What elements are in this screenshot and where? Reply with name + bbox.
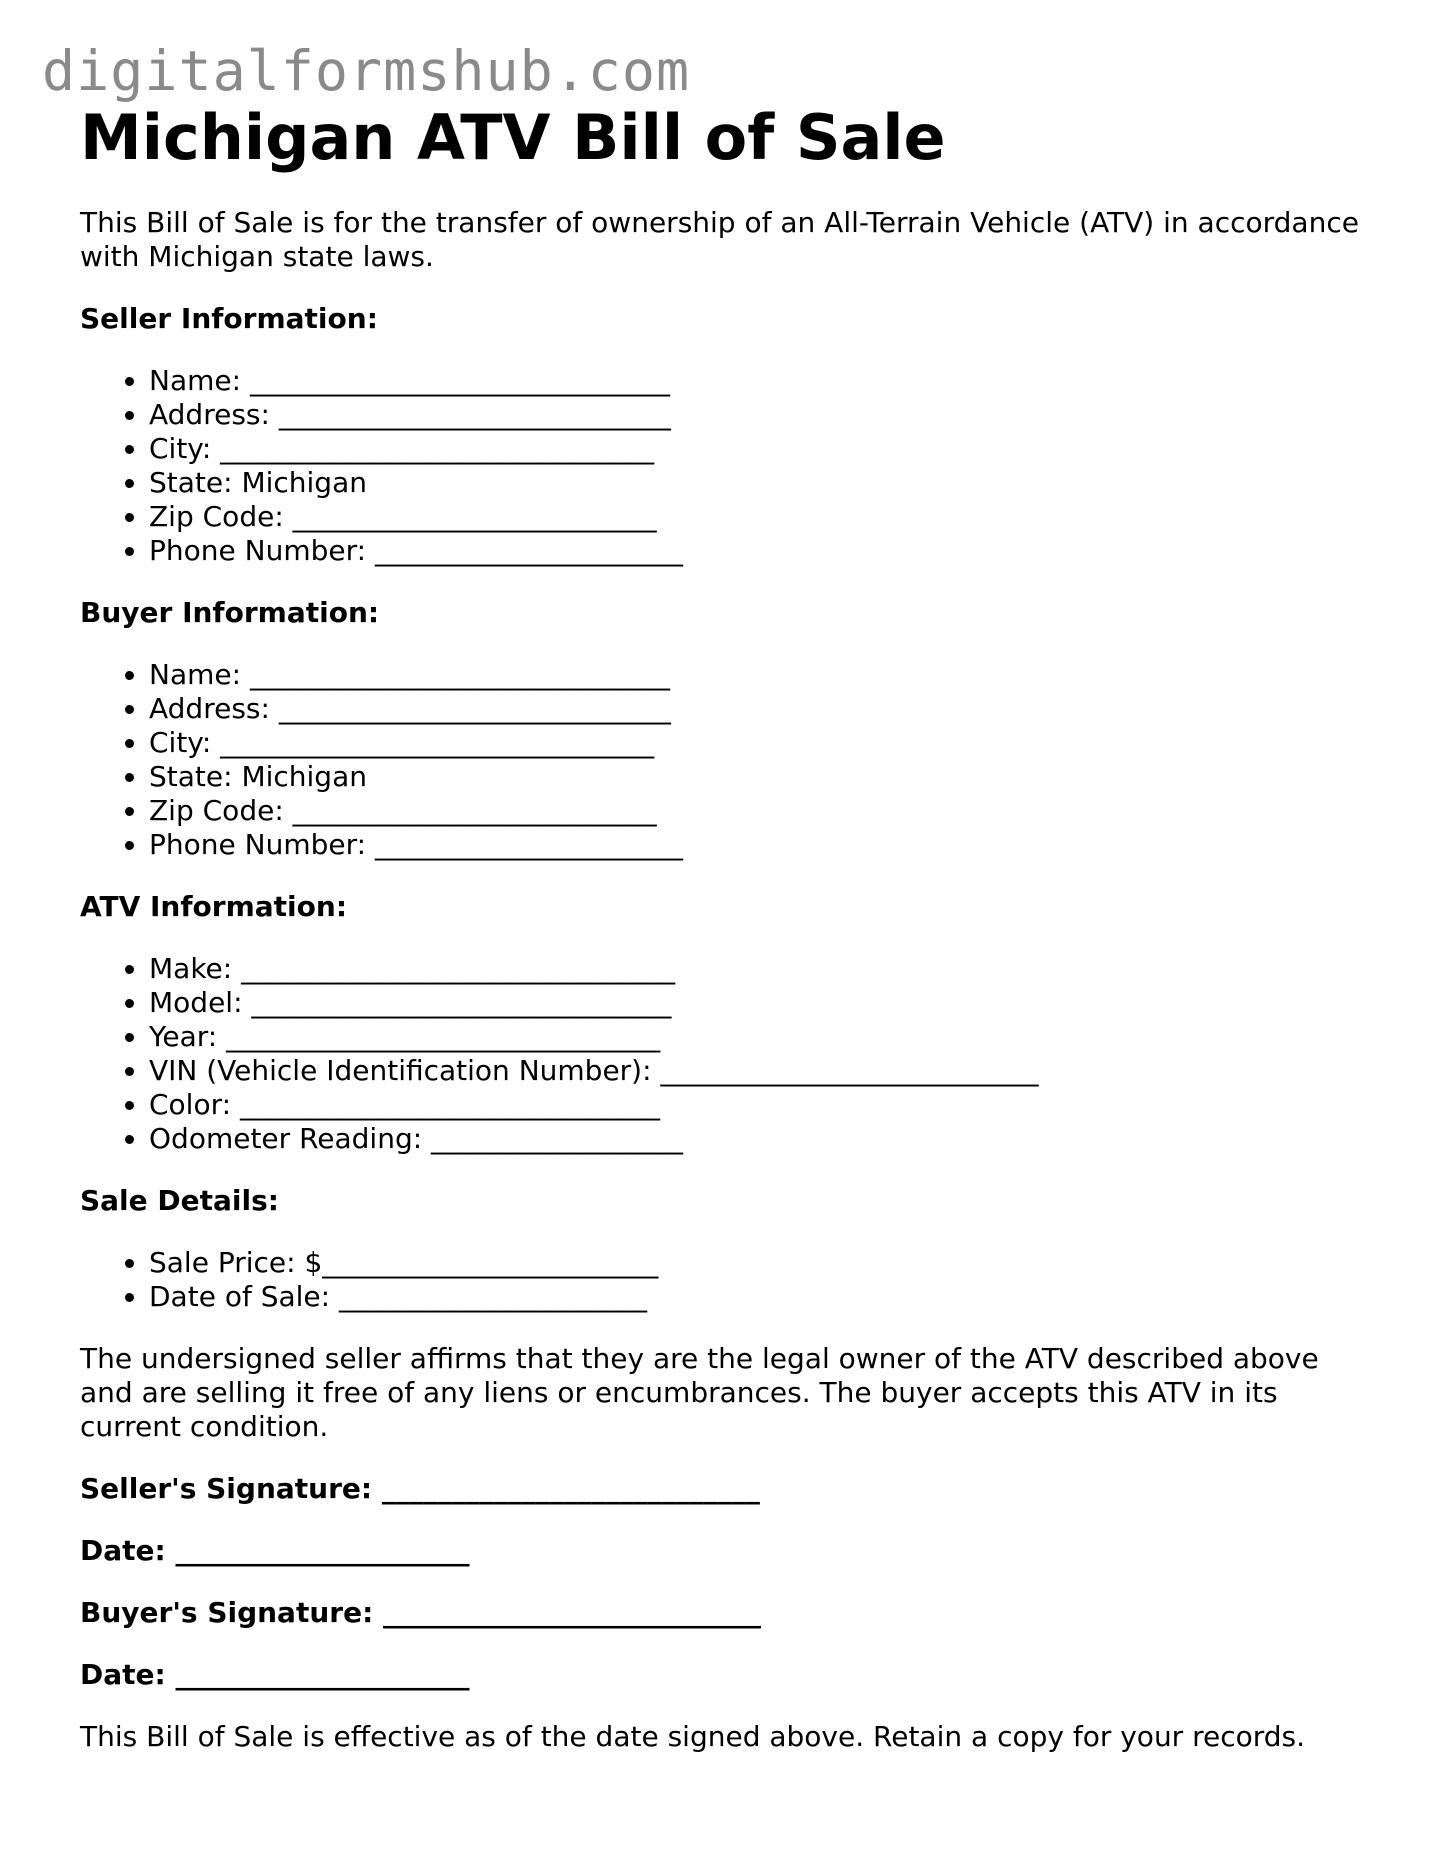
- seller-city-field: • City: _______________________________: [149, 432, 1370, 466]
- atv-odometer-field: • Odometer Reading: __________________: [149, 1122, 1370, 1156]
- seller-signature-line: Seller's Signature: ___________________________: [80, 1472, 760, 1505]
- seller-field-list: [80, 364, 1370, 568]
- buyer-field-list: [80, 658, 1370, 862]
- atv-make-field: • Make: _______________________________: [149, 952, 1370, 986]
- sale-section-heading: Sale Details:: [80, 1184, 279, 1217]
- atv-section-heading: ATV Information:: [80, 890, 348, 923]
- seller-phone-field: • Phone Number: ______________________: [149, 534, 1370, 568]
- atv-year-field: • Year: _______________________________: [149, 1020, 1370, 1054]
- buyer-address-field: • Address: ____________________________: [149, 692, 1370, 726]
- atv-vin-field: • VIN (Vehicle Identification Number): ___________________________: [149, 1054, 1370, 1088]
- buyer-phone-field: • Phone Number: ______________________: [149, 828, 1370, 862]
- buyer-state-field: • State: Michigan: [149, 760, 1370, 794]
- buyer-section-heading: Buyer Information:: [80, 596, 380, 629]
- atv-model-field: • Model: ______________________________: [149, 986, 1370, 1020]
- buyer-zip-field: • Zip Code: __________________________: [149, 794, 1370, 828]
- affirmation-paragraph: The undersigned seller affirms that they are the legal owner of the ATV described above and are selling it free of any liens or encumbrances. The buyer accepts this ATV in its current condition.: [80, 1342, 1319, 1443]
- sale-price-field: • Sale Price: $________________________: [149, 1246, 1370, 1280]
- watermark: digitalformshub.com: [42, 39, 691, 103]
- atv-color-field: • Color: ______________________________: [149, 1088, 1370, 1122]
- seller-zip-field: • Zip Code: __________________________: [149, 500, 1370, 534]
- seller-address-field: • Address: ____________________________: [149, 398, 1370, 432]
- document-body: [80, 98, 1370, 1754]
- seller-section-heading: Seller Information:: [80, 302, 378, 335]
- document-title: Michigan ATV Bill of Sale: [80, 101, 946, 174]
- seller-name-field: • Name: ______________________________: [149, 364, 1370, 398]
- seller-date-line: Date: _____________________: [80, 1534, 470, 1567]
- buyer-date-line: Date: _____________________: [80, 1658, 470, 1691]
- seller-state-field: • State: Michigan: [149, 466, 1370, 500]
- atv-field-list: [80, 952, 1370, 1156]
- buyer-city-field: • City: _______________________________: [149, 726, 1370, 760]
- intro-paragraph: This Bill of Sale is for the transfer of ownership of an All-Terrain Vehicle (ATV) in accordance with Michigan state laws.: [80, 206, 1359, 273]
- buyer-name-field: • Name: ______________________________: [149, 658, 1370, 692]
- buyer-signature-line: Buyer's Signature: ___________________________: [80, 1596, 762, 1629]
- closing-paragraph: This Bill of Sale is effective as of the date signed above. Retain a copy for your records.: [80, 1720, 1306, 1753]
- sale-date-field: • Date of Sale: ______________________: [149, 1280, 1370, 1314]
- sale-field-list: [80, 1246, 1370, 1314]
